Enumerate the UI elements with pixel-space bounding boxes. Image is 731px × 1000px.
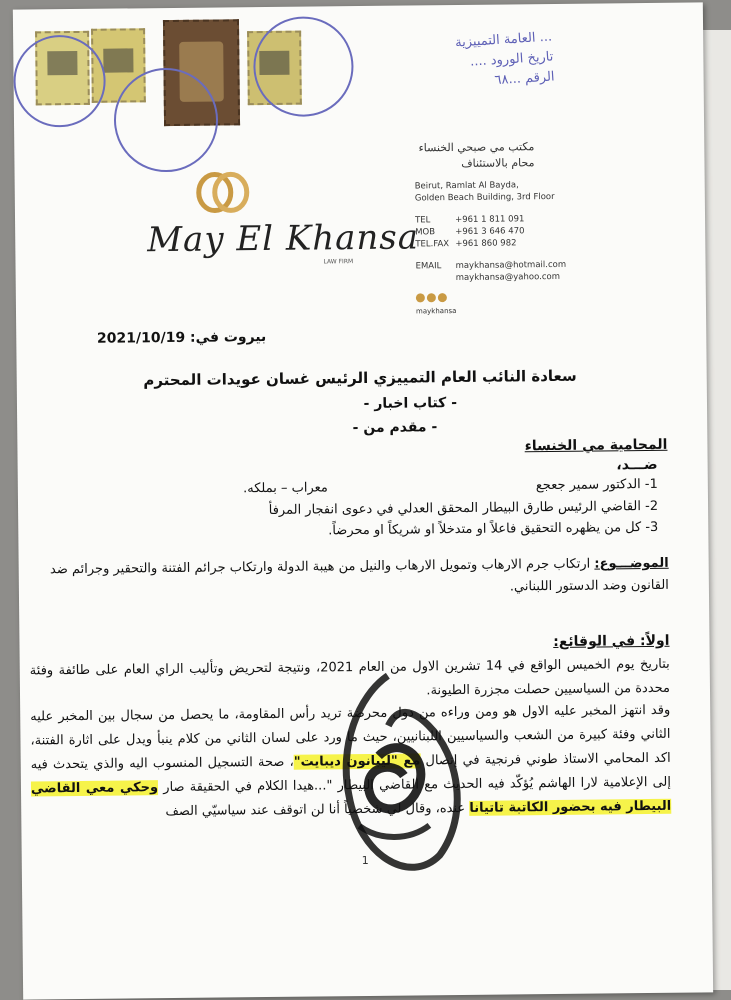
receipt-stamp-line: الرقم ...٦٨ xyxy=(494,69,555,89)
linkedin-icon xyxy=(438,293,447,302)
paragraph: بتاريخ يوم الخميس الواقع في 14 تشرين الاول من العام 2021، ونتيجة لتحريض وتأليب الراي العام على طائفة وفئة محددة من السياسيين حصلت مجزرة الطيونة. xyxy=(29,656,671,699)
handwritten-seal xyxy=(318,665,470,897)
paragraph-text: عنده، وقال لي شخصياً أنا لن اتوقف عند سياسيّي الصف xyxy=(165,800,466,820)
respondent-name: 3- كل من يظهره التحقيق فاعلاً او متدخلاً او شريكاً او محرضاً. xyxy=(328,519,659,539)
sender-name: المحامية مي الخنساء xyxy=(524,436,668,455)
firm-name-arabic xyxy=(414,139,534,172)
subject-text: ارتكاب جرم الارهاب وتمويل الارهاب والنيل من هيبة الدولة وارتكاب جرائم الفتنة والتحقير وجرائم ضد القانون وضد الدستور اللبناني. xyxy=(49,556,669,595)
firm-title: محام بالاستئناف xyxy=(461,156,535,170)
respondent-detail: المحقق العدلي في دعوى انفجار المرفأ xyxy=(268,500,479,518)
respondent-detail: معراب – بملكه. xyxy=(243,480,328,497)
paragraph-text: وقد انتهز المخبر عليه الاول هو ومن وراءه من دول محرضة تريد رأس المقاومة، ما يحصل من سجال بين المخبر عليه الثاني وفئة كبيرة من الشعب والسياسيين اللبنانيين، حيث ما ورد على لسان الثاني من كلام ينبأ ويدل على اثارة الفتنة، اكد المحامي الاستاذ طوني فرنجية في إتصال xyxy=(30,702,671,769)
subject-label: الموضـــوع: xyxy=(594,555,669,572)
respondent-name: 1- الدكتور سمير جعجع xyxy=(535,476,658,494)
highlighted-text: مع "ليبانون ديبايت" xyxy=(293,753,421,770)
contact-value: +961 860 982 xyxy=(455,238,517,250)
document-type: - كتاب اخبار - xyxy=(363,395,458,412)
page-number: 1 xyxy=(361,853,369,868)
respondent-name: 2- القاضي الرئيس طارق البيطار xyxy=(482,498,659,516)
receipt-stamp xyxy=(455,28,556,94)
receipt-stamp-line: تاريخ الورود .... xyxy=(469,49,554,70)
paragraph-text: ، صحة التسجيل المنسوب اليه والذي يتحدث فيه إلى الإعلامية لارا الهاشم يُؤكّد فيه الحديث مع القاضي البيطار "...هيدا الكلام في الحقيقة صار xyxy=(30,754,672,796)
against-heading: ضـــد، xyxy=(616,456,658,474)
letter-date: بيروت في: 2021/10/19 xyxy=(96,329,267,347)
social-block xyxy=(416,287,457,315)
round-stamp xyxy=(13,35,106,128)
contact-row xyxy=(416,271,567,285)
section-title: اولاً: في الوقائع: xyxy=(553,632,670,651)
brand-subtitle: LAW FIRM xyxy=(323,258,354,266)
contact-block xyxy=(415,179,567,285)
receipt-stamp-line: ... العامة التمييزية xyxy=(454,29,553,51)
document-page xyxy=(13,2,713,999)
submitted-by-heading: - مقدم من - xyxy=(352,419,438,437)
address-line: Golden Beach Building, 3rd Floor xyxy=(414,191,555,204)
brand-name: May El Khansa xyxy=(147,217,420,261)
contact-key: EMAIL xyxy=(415,261,442,272)
contact-key: MOB xyxy=(415,227,436,238)
subject xyxy=(49,553,669,603)
logo-rings-icon xyxy=(193,167,254,218)
contact-value: +961 3 646 470 xyxy=(455,226,525,238)
contact-value: +961 1 811 091 xyxy=(455,214,525,226)
address-line: Beirut, Ramlat Al Bayda, xyxy=(414,180,519,192)
contact-key: TEL xyxy=(415,215,431,226)
email-value: maykhansa@hotmail.com xyxy=(455,259,567,272)
contact-key: TEL.FAX xyxy=(415,239,450,250)
addressee: سعادة النائب العام التمييزي الرئيس غسان عويدات المحترم xyxy=(143,366,577,390)
email-value: maykhansa@yahoo.com xyxy=(455,271,561,284)
instagram-icon xyxy=(427,293,436,302)
firm-logo xyxy=(193,167,254,222)
round-stamp xyxy=(113,68,218,173)
facebook-icon xyxy=(416,293,425,302)
highlighted-text: وحكي معي القاضي البيطار فيه بحضور الكاتبة تاتيانا xyxy=(30,780,672,816)
round-stamp xyxy=(253,16,354,117)
firm-name: مكتب مي صبحي الخنساء xyxy=(418,140,535,155)
social-handle: maykhansa xyxy=(415,307,457,316)
